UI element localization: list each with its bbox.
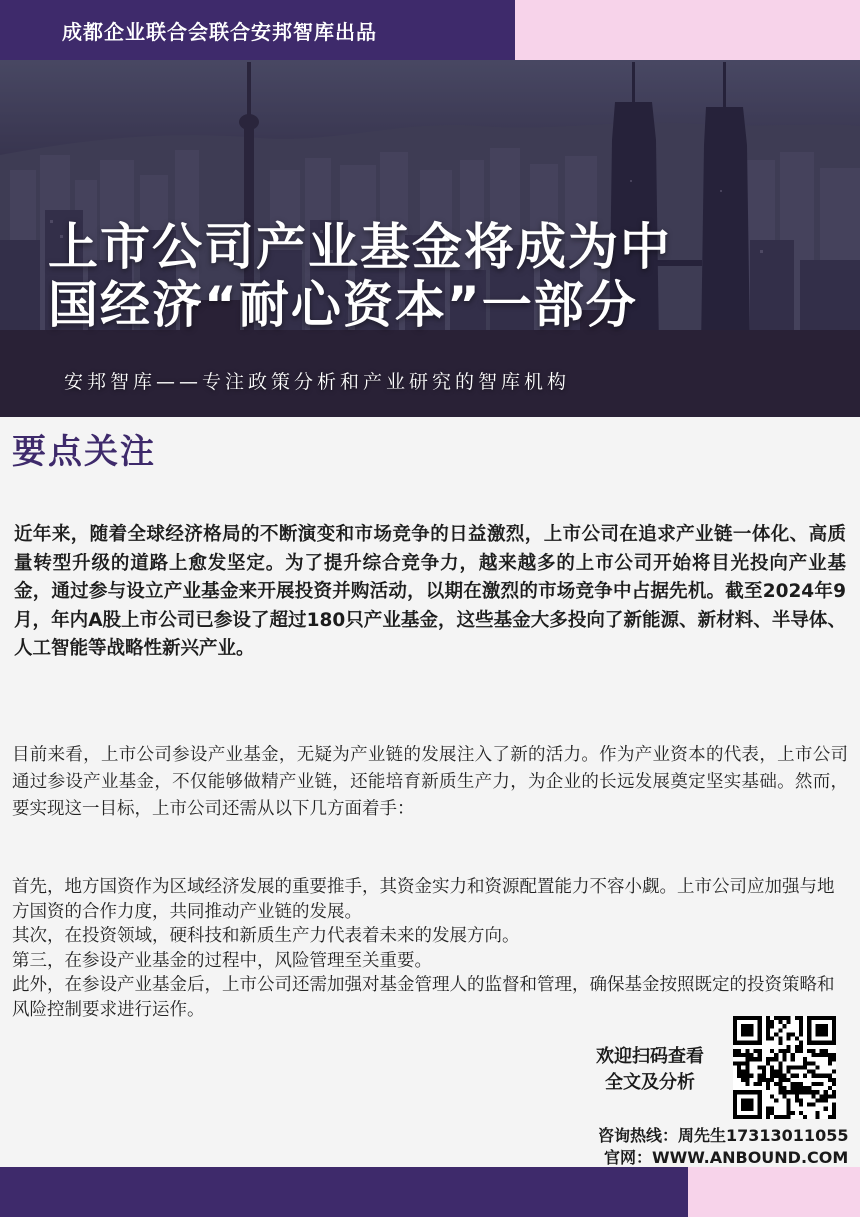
- qr-code-icon[interactable]: [733, 1016, 836, 1119]
- scan-prompt: [580, 1044, 720, 1096]
- list-item: 第三，在参设产业基金的过程中，风险管理至关重要。: [12, 950, 432, 971]
- hero-subtitle: 安邦智库——专注政策分析和产业研究的智库机构: [64, 371, 571, 393]
- hero-title-line1: 上市公司产业基金将成为中: [48, 218, 672, 276]
- list-item: 其次，在投资领域，硬科技和新质生产力代表着未来的发展方向。: [12, 926, 520, 946]
- hotline-text: 咨询热线：周先生17313011055: [598, 1126, 849, 1145]
- website-link[interactable]: 官网：WWW.ANBOUND.COM: [604, 1148, 849, 1167]
- publisher-label: 成都企业联合会联合安邦智库出品: [62, 20, 377, 44]
- header-accent-bar: [515, 0, 860, 60]
- scan-prompt-line1: 欢迎扫码查看: [596, 1046, 704, 1067]
- footer-bar: [0, 1167, 688, 1217]
- section-heading: 要点关注: [12, 432, 156, 472]
- list-item: 首先，地方国资作为区域经济发展的重要推手，其资金实力和资源配置能力不容小觑。上市公司应加强与地方国资的合作力度，共同推动产业链的发展。: [12, 877, 835, 922]
- list-item: 此外，在参设产业基金后，上市公司还需加强对基金管理人的监督和管理，确保基金按照既定的投资策略和风险控制要求进行运作。: [12, 975, 835, 1020]
- scan-prompt-line2: 全文及分析: [605, 1072, 695, 1093]
- header-bar: [0, 0, 515, 60]
- hero-title-line2: 国经济“耐心资本”一部分: [48, 276, 638, 334]
- hero-title: [48, 218, 828, 334]
- summary-paragraph: 近年来，随着全球经济格局的不断演变和市场竞争的日益激烈，上市公司在追求产业链一体化、高质量转型升级的道路上愈发坚定。为了提升综合竞争力，越来越多的上市公司开始将目光投向产业基金，通过参与设立产业基金来开展投资并购活动，以期在激烈的市场竞争中占据先机。截至2024年9月，年内A股上市公司已参设了超过180只产业基金，这些基金大多投向了新能源、新材料、半导体、人工智能等战略性新兴产业。: [14, 524, 846, 659]
- contact-info: [598, 1125, 850, 1169]
- hero-banner: [0, 60, 860, 417]
- footer-accent-bar: [688, 1167, 860, 1217]
- body-paragraph: 目前来看，上市公司参设产业基金，无疑为产业链的发展注入了新的活力。作为产业资本的代表，上市公司通过参设产业基金，不仅能够做精产业链，还能培育新质生产力，为企业的长远发展奠定坚实基础。然而，要实现这一目标，上市公司还需从以下几方面着手：: [12, 745, 848, 819]
- key-points-list: [12, 875, 848, 1022]
